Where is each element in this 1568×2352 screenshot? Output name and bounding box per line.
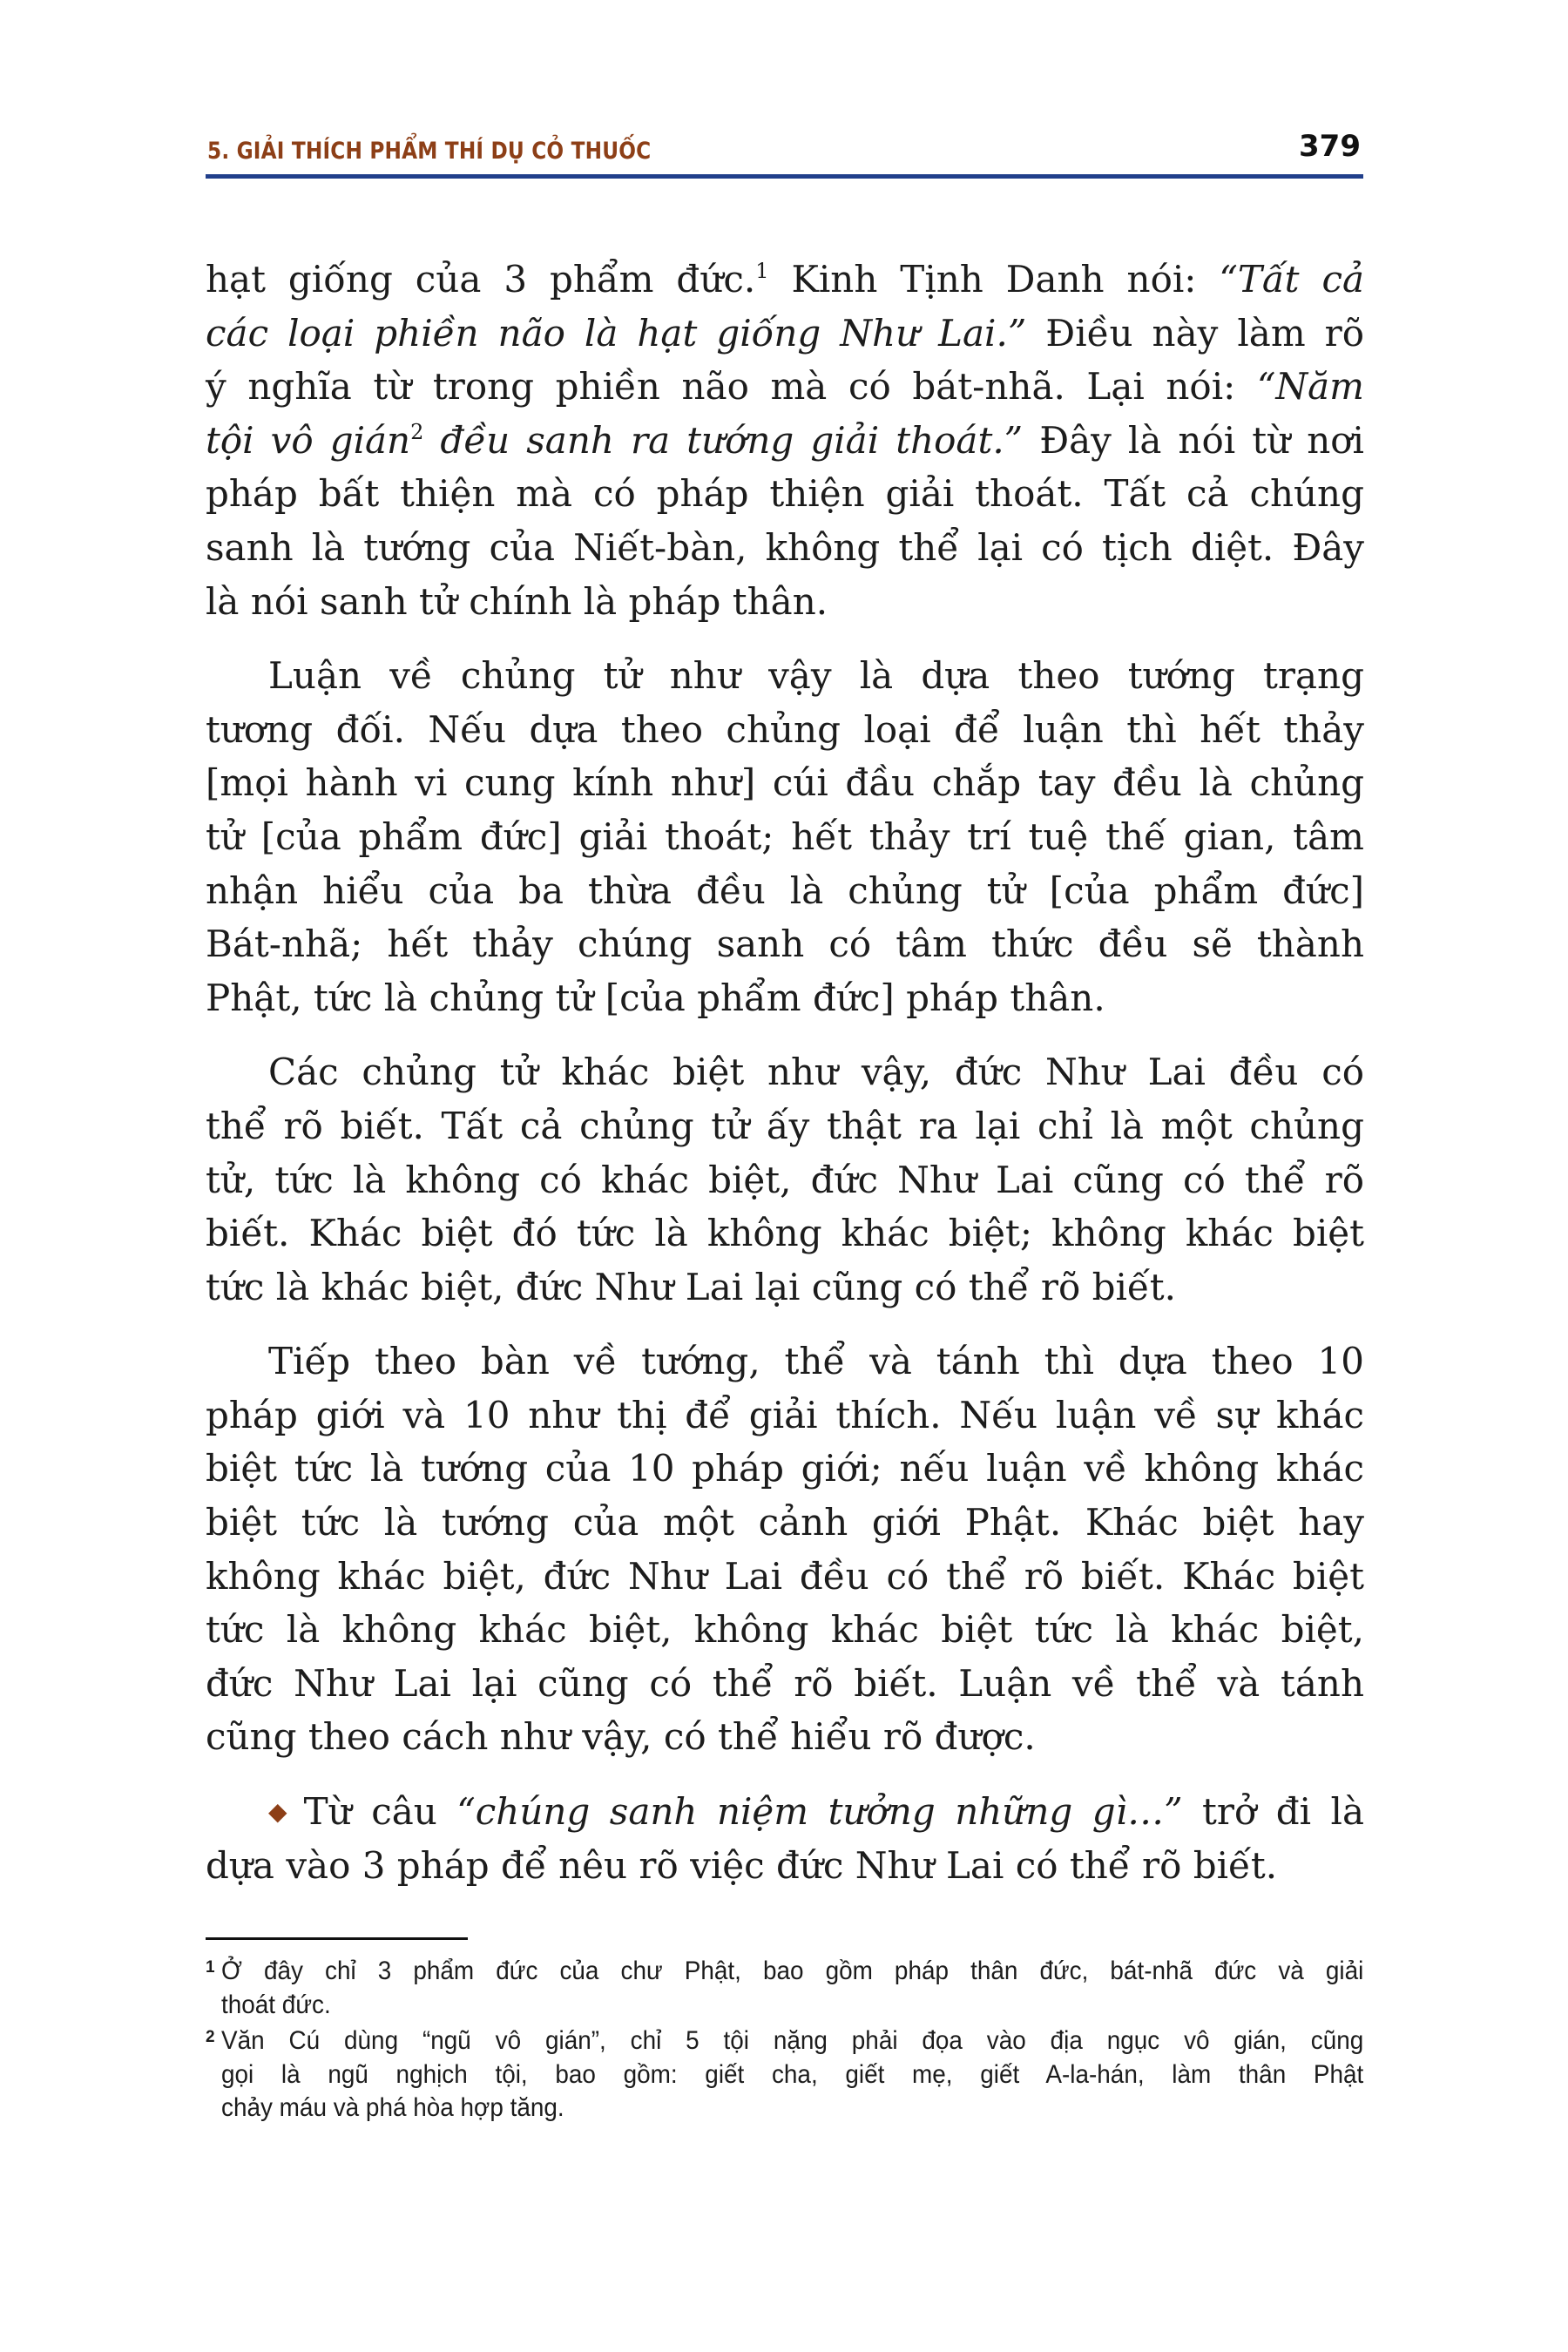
text-line [206, 1496, 1364, 1550]
text-run: ý nghĩa từ trong phiền não mà có bát-nhã. Lại nói: [206, 365, 1257, 409]
text-line [206, 917, 1364, 971]
italic-quote: đều sanh ra tướng giải thoát.” [423, 418, 1024, 462]
text-line [206, 1657, 1364, 1711]
footnotes [206, 1955, 1362, 2128]
footnote-line: Ở đây chỉ 3 phẩm đức của chư Phật, bao gồm pháp thân đức, bát-nhã đức và giải [221, 1957, 1364, 1985]
footnote-line: thoát đức. [221, 1990, 331, 2019]
italic-quote: các loại phiền não là hạt giống Như Lai.” [206, 311, 1027, 355]
paragraph [206, 253, 1364, 628]
paragraph [206, 1335, 1364, 1764]
footnote-line: chảy máu và phá hòa hợp tăng. [221, 2093, 564, 2122]
text-run: pháp giới và 10 như thị để giải thích. Nếu luận về sự khác [206, 1393, 1364, 1436]
text-run: Điều này làm rõ [1026, 311, 1364, 355]
text-run: tức là khác biệt, đức Như Lai lại cũng có thể rõ biết. [206, 1265, 1177, 1308]
text-run: tử, tức là không có khác biệt, đức Như Lai cũng có thể rõ [206, 1158, 1364, 1201]
text-line [206, 467, 1364, 521]
footnote [206, 1955, 1362, 2022]
footnote-mark: 1 [206, 1958, 215, 1977]
text-run: Phật, tức là chủng tử [của phẩm đức] pháp thân. [206, 976, 1105, 1019]
text-line [206, 1099, 1364, 1153]
text-line [206, 864, 1364, 918]
text-run: thể rõ biết. Tất cả chủng tử ấy thật ra lại chỉ là một chủng [206, 1104, 1364, 1147]
text-line [206, 649, 1364, 703]
paragraph [206, 649, 1364, 1024]
text-run: sanh là tướng của Niết-bàn, không thể lại có tịch diệt. Đây [206, 525, 1364, 569]
text-run: là nói sanh tử chính là pháp thân. [206, 579, 828, 623]
text-line [206, 1335, 1364, 1389]
text-line [206, 521, 1364, 575]
text-line [206, 1710, 1364, 1764]
text-run: Luận về chủng tử như vậy là dựa theo tướng trạng [268, 654, 1364, 698]
text-run: nhận hiểu của ba thừa đều là chủng tử [của phẩm đức] [206, 868, 1364, 912]
text-line [206, 1206, 1364, 1260]
text-run: Kinh Tịnh Danh nói: [768, 258, 1220, 301]
text-run: không khác biệt, đức Như Lai đều có thể rõ biết. Khác biệt [206, 1554, 1364, 1598]
footnote-ref[interactable]: 1 [755, 259, 769, 283]
paragraph [206, 1045, 1364, 1314]
text-line [206, 1153, 1364, 1207]
page-number: 379 [1299, 129, 1361, 164]
text-line [206, 756, 1364, 810]
text-run: tương đối. Nếu dựa theo chủng loại để luận thì hết thảy [206, 707, 1364, 751]
text-run: [mọi hành vi cung kính như] cúi đầu chắp tay đều là chủng [206, 761, 1364, 805]
diamond-bullet-icon: ◆ [268, 1797, 295, 1827]
footnote-line: gọi là ngũ nghịch tội, bao gồm: giết cha, giết mẹ, giết A-la-hán, làm thân Phật [221, 2059, 1364, 2089]
text-line [206, 414, 1364, 468]
text-run: Bát-nhã; hết thảy chúng sanh có tâm thức đều sẽ thành [206, 923, 1364, 966]
text-line [206, 1442, 1364, 1496]
text-run: đức Như Lai lại cũng có thể rõ biết. Luận về thể và tánh [206, 1661, 1364, 1705]
italic-quote: “Năm [1256, 365, 1364, 409]
bullet-paragraph [206, 1785, 1364, 1892]
footnote-mark: 2 [206, 2028, 215, 2046]
header-rule [206, 174, 1363, 179]
italic-quote: “Tất cả [1219, 258, 1365, 301]
text-run: tức là không khác biệt, không khác biệt tức là khác biệt, [206, 1608, 1364, 1652]
text-line [206, 1785, 1364, 1839]
text-line [206, 253, 1364, 307]
text-line [206, 307, 1364, 361]
text-line [206, 360, 1364, 414]
text-run: pháp bất thiện mà có pháp thiện giải thoát. Tất cả chúng [206, 472, 1364, 516]
footnote [206, 2024, 1362, 2126]
footnote-line: Văn Cú dùng “ngũ vô gián”, chỉ 5 tội nặng phải đọa vào địa ngục vô gián, cũng [221, 2026, 1364, 2055]
text-line [206, 971, 1364, 1025]
running-head [206, 129, 1362, 178]
text-run: trở đi là [1182, 1790, 1364, 1834]
text-line [206, 1045, 1364, 1099]
text-line [206, 1389, 1364, 1443]
text-run: Đây là nói từ nơi [1023, 418, 1364, 462]
text-run: hạt giống của 3 phẩm đức. [206, 258, 756, 301]
italic-quote: tội vô gián [206, 418, 411, 462]
body-text [206, 253, 1364, 1913]
text-run: Các chủng tử khác biệt như vậy, đức Như Lai đều có [268, 1051, 1364, 1094]
italic-quote: “chúng sanh niệm tưởng những gì…” [456, 1790, 1183, 1834]
text-run: dựa vào 3 pháp để nêu rõ việc đức Như Lai có thể rõ biết. [206, 1843, 1278, 1887]
text-run: biết. Khác biệt đó tức là không khác biệt; không khác biệt [206, 1212, 1364, 1255]
text-line [206, 1603, 1364, 1657]
text-run: biệt tức là tướng của 10 pháp giới; nếu luận về không khác [206, 1447, 1364, 1490]
footnote-separator [206, 1937, 468, 1940]
text-line [206, 575, 1364, 629]
footnote-ref[interactable]: 2 [410, 419, 424, 444]
text-line [206, 1550, 1364, 1604]
text-line [206, 703, 1364, 757]
text-line [206, 810, 1364, 864]
text-line [206, 1839, 1364, 1893]
text-run: cũng theo cách như vậy, có thể hiểu rõ được. [206, 1715, 1036, 1759]
text-run: biệt tức là tướng của một cảnh giới Phật. Khác biệt hay [206, 1501, 1364, 1544]
text-run: Tiếp theo bàn về tướng, thể và tánh thì dựa theo 10 [268, 1340, 1364, 1383]
text-run: tử [của phẩm đức] giải thoát; hết thảy trí tuệ thế gian, tâm [206, 814, 1364, 858]
text-run: Từ câu [303, 1790, 457, 1834]
text-line [206, 1260, 1364, 1315]
running-title: 5. GIẢI THÍCH PHẨM THÍ DỤ CỎ THUỐC [207, 138, 652, 165]
